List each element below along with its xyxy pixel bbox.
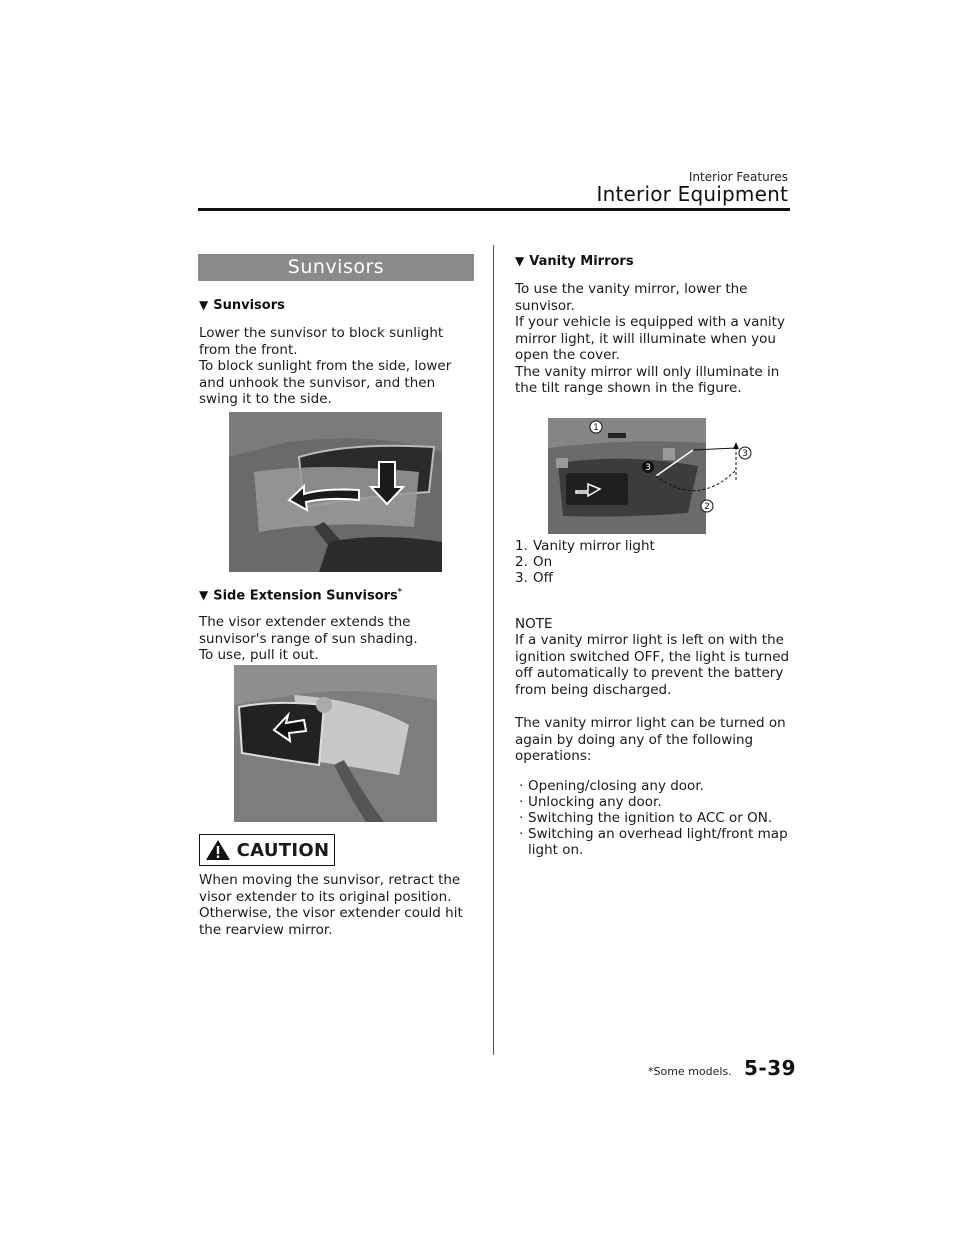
note-text: If a vanity mirror light is left on with the ignition switched OFF, the light is turned off automatically to prevent the battery from being discharged. bbox=[515, 632, 790, 698]
legend-item: 3. Off bbox=[515, 570, 553, 586]
note-label: NOTE bbox=[515, 616, 553, 632]
side-extension-heading: ▼ Side Extension Sunvisors* bbox=[199, 587, 402, 604]
list-item: · Opening/closing any door. bbox=[519, 778, 704, 794]
header-rule bbox=[198, 208, 790, 211]
note-bullet-list bbox=[519, 778, 794, 858]
triangle-down-icon: ▼ bbox=[199, 588, 209, 603]
side-extension-text: The visor extender extends the sunvisor's range of sun shading. To use, pull it out. bbox=[199, 614, 418, 663]
callout-2: 2 bbox=[704, 502, 710, 512]
column-divider bbox=[493, 245, 494, 1055]
callout-3: 3 bbox=[742, 449, 748, 459]
footnote: *Some models. bbox=[648, 1065, 732, 1078]
list-item: · Unlocking any door. bbox=[519, 794, 662, 810]
sunvisors-heading: ▼ Sunvisors bbox=[199, 298, 285, 313]
vanity-mirrors-text: To use the vanity mirror, lower the sunvisor. If your vehicle is equipped with a vanity mirror light, it will illuminate when you open the cover. The vanity mirror will only illuminate in the tilt range shown in the figure. bbox=[515, 281, 785, 396]
callout-3-inner: 3 bbox=[645, 463, 651, 473]
legend-item: 2. On bbox=[515, 554, 553, 570]
sunvisors-text: Lower the sunvisor to block sunlight from the front. To block sunlight from the side, lower and unhook the sunvisor, and then swing it to the side. bbox=[199, 325, 452, 407]
caution-label: CAUTION bbox=[236, 839, 330, 861]
legend-item: 1. Vanity mirror light bbox=[515, 538, 655, 554]
chapter-title: Interior Features bbox=[688, 170, 788, 184]
page-number: 5-39 bbox=[744, 1056, 797, 1080]
triangle-down-icon: ▼ bbox=[515, 254, 525, 268]
list-item: · Switching the ignition to ACC or ON. bbox=[519, 810, 773, 826]
warning-triangle-icon bbox=[205, 839, 231, 861]
caution-text: When moving the sunvisor, retract the visor extender to its original position. Otherwise, the visor extender could hit the rearview mirror. bbox=[199, 872, 463, 938]
triangle-down-icon: ▼ bbox=[199, 298, 209, 312]
sunvisors-section-bar: Sunvisors bbox=[198, 254, 474, 281]
vanity-mirrors-heading: ▼ Vanity Mirrors bbox=[515, 254, 634, 269]
figure-legend bbox=[515, 538, 655, 586]
caution-label-box bbox=[199, 834, 335, 866]
note-text-2: The vanity mirror light can be turned on again by doing any of the following operations: bbox=[515, 715, 786, 764]
callout-1: 1 bbox=[593, 423, 599, 433]
section-title: Interior Equipment bbox=[596, 182, 788, 206]
visor-extender-figure bbox=[234, 665, 437, 822]
list-item: · Switching an overhead light/front map light on. bbox=[519, 826, 788, 858]
vanity-mirror-figure bbox=[548, 418, 760, 534]
sunvisor-figure bbox=[229, 412, 442, 572]
